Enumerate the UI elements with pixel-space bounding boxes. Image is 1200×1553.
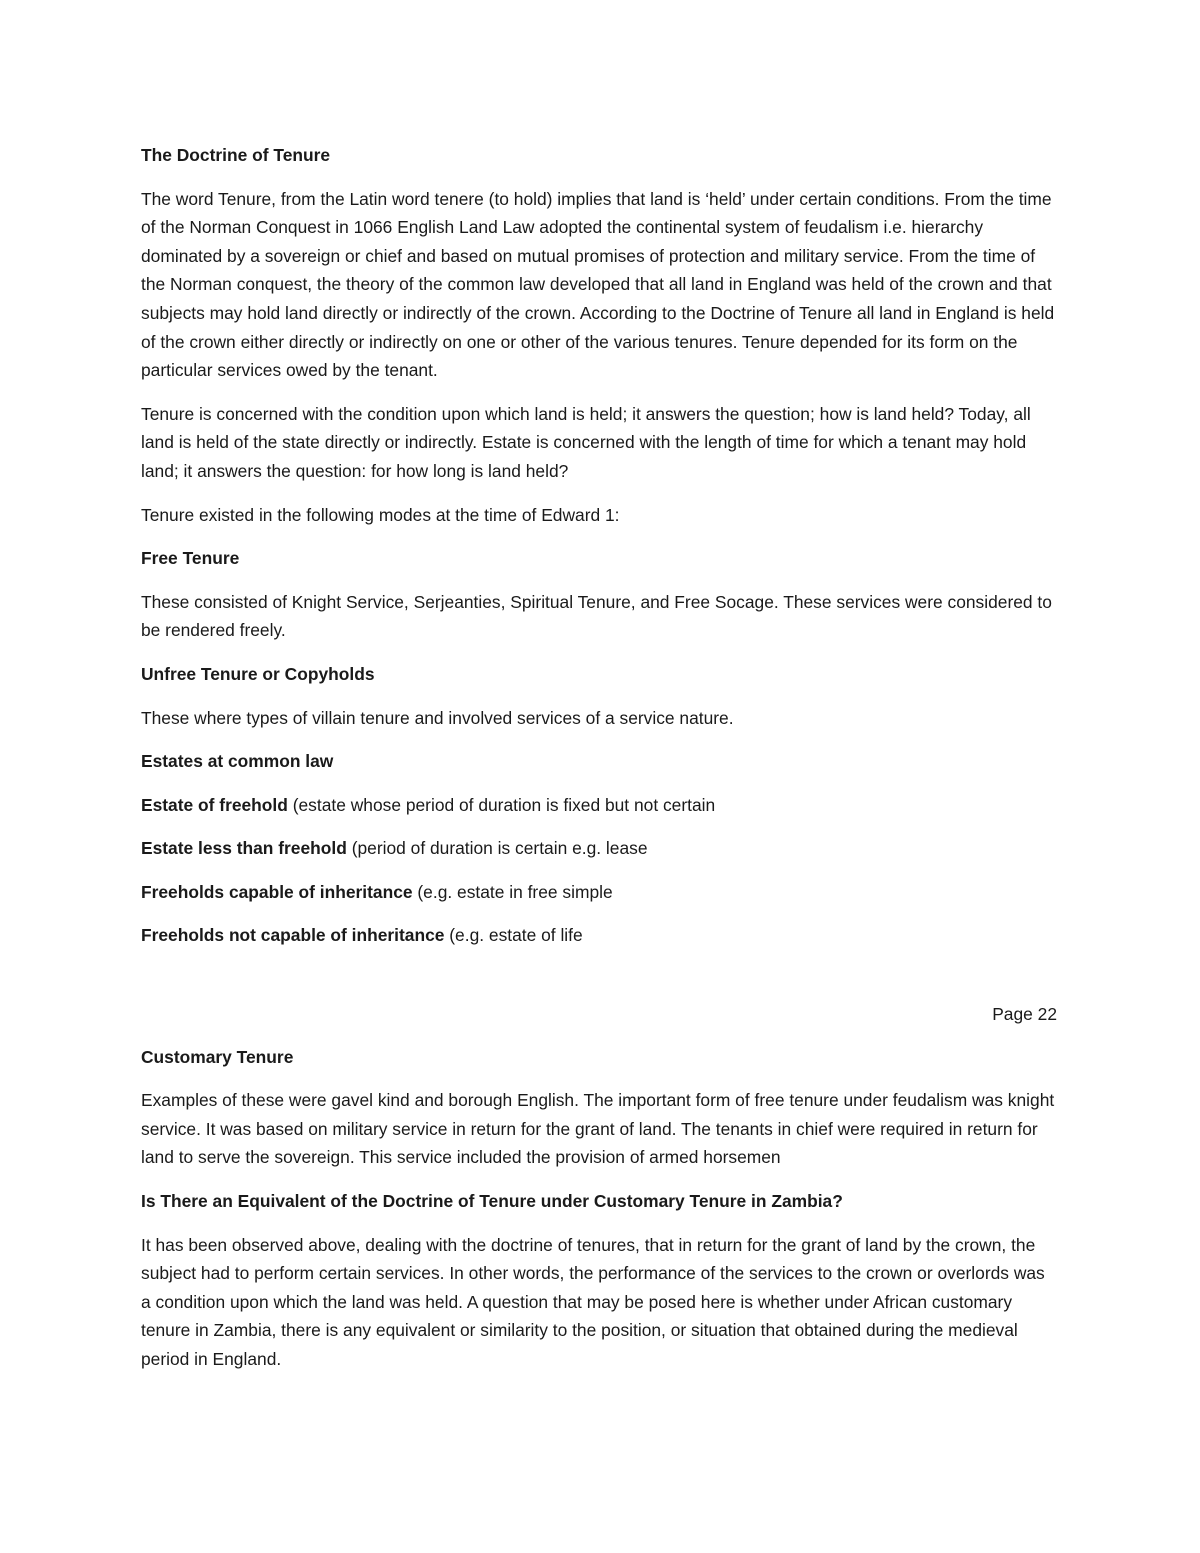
- estate-description: (estate whose period of duration is fixed but not certain: [287, 794, 716, 815]
- free-tenure-heading: Free Tenure: [141, 548, 240, 569]
- estate-term: Freeholds not capable of inheritance: [141, 925, 445, 946]
- estates-heading: Estates at common law: [141, 751, 334, 772]
- unfree-tenure-text: These where types of villain tenure and involved services of a service nature.: [141, 707, 734, 728]
- customary-tenure-heading: Customary Tenure: [141, 1046, 294, 1067]
- section-title: The Doctrine of Tenure: [141, 145, 331, 165]
- paragraph-tenure-definition: The word Tenure, from the Latin word tenere (to hold) implies that land is ‘held’ under certain conditions. From the time of the Norman Conquest in 1066 English Land Law adopted the continental system of feudalism i.e. hierarchy dominated by a sovereign or chief and based on mutual promises of protection and military service. From the time of the Norman conquest, the theory of the common law developed that all land in England was held of the crown and that subjects may hold land directly or indirectly of the crown. According to the Doctrine of Tenure all land in England is held of the crown either directly or indirectly on one or other of the various tenures. Tenure depended for its form on the particular services owed by the tenant.: [141, 188, 1055, 381]
- estate-term: Estate of freehold: [141, 794, 288, 815]
- estate-item: [141, 921, 1059, 950]
- page-lower-section: [141, 1000, 1059, 1389]
- estate-description: (period of duration is certain e.g. lease: [346, 838, 648, 859]
- paragraph-tenure-vs-estate: Tenure is concerned with the condition upon which land is held; it answers the question; how is land held? Today, all land is held of the state directly or indirectly. Estate is concerned with the length of time for which a tenant may hold land; it answers the question: for how long is land held?: [141, 403, 1031, 481]
- estate-description: (e.g. estate in free simple: [412, 881, 613, 902]
- page-upper-section: [141, 141, 1059, 965]
- paragraph-tenure-modes: Tenure existed in the following modes at the time of Edward 1:: [141, 504, 620, 525]
- unfree-tenure-heading: Unfree Tenure or Copyholds: [141, 663, 375, 684]
- estate-term: Estate less than freehold: [141, 838, 347, 859]
- estate-item: [141, 791, 1059, 820]
- estate-item: [141, 878, 1059, 907]
- estate-term: Freeholds capable of inheritance: [141, 881, 413, 902]
- customary-tenure-text: Examples of these were gavel kind and borough English. The important form of free tenure under feudalism was knight service. It was based on military service in return for the grant of land. The tenants in chief were required in return for land to serve the sovereign. This service included the provision of armed horsemen: [141, 1090, 1055, 1168]
- page-number: Page 22: [992, 1004, 1057, 1024]
- estate-item: [141, 834, 1059, 863]
- zambia-question-heading: Is There an Equivalent of the Doctrine of Tenure under Customary Tenure in Zambia?: [141, 1190, 843, 1211]
- free-tenure-text: These consisted of Knight Service, Serjeanties, Spiritual Tenure, and Free Socage. These services were considered to be rendered freely.: [141, 591, 1052, 641]
- zambia-text: It has been observed above, dealing with the doctrine of tenures, that in return for the grant of land by the crown, the subject had to perform certain services. In other words, the performance of the services to the crown or overlords was a condition upon which the land was held. A question that may be posed here is whether under African customary tenure in Zambia, there is any equivalent or similarity to the position, or situation that obtained during the medieval period in England.: [141, 1234, 1045, 1369]
- estate-description: (e.g. estate of life: [444, 925, 583, 946]
